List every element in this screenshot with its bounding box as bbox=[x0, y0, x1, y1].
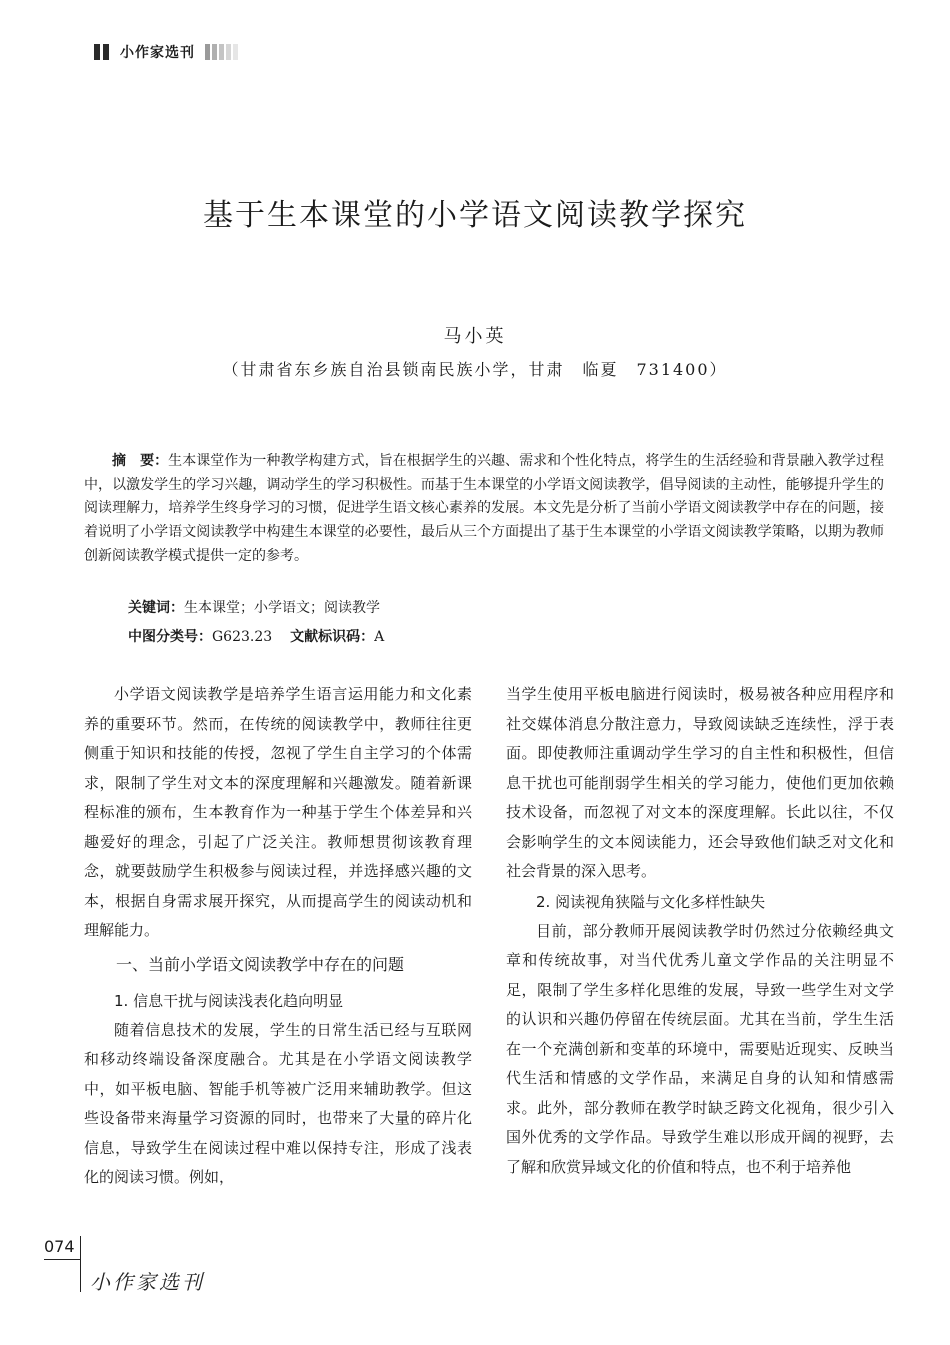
body-paragraph: 随着信息技术的发展，学生的日常生活已经与互联网和移动终端设备深度融合。尤其是在小学语文阅读教学中，如平板电脑、智能手机等被广泛用来辅助教学。但这些设备带来海量学习资源的同时，也带来了大量的碎片化信息，导致学生在阅读过程中难以保持专注，形成了浅表化的阅读习惯。例如， bbox=[84, 1020, 472, 1186]
abstract-label: 摘 要： bbox=[112, 453, 169, 469]
running-header bbox=[94, 42, 240, 62]
header-bar-icon bbox=[103, 44, 109, 60]
keywords-label: 关键词： bbox=[128, 600, 184, 616]
author-affiliation: （甘肃省东乡族自治县锁南民族小学，甘肃 临夏 731400） bbox=[222, 360, 728, 379]
journal-name: 小作家选刊 bbox=[120, 45, 195, 61]
keywords bbox=[128, 597, 888, 619]
clc-value: G623.23 bbox=[212, 629, 273, 645]
header-bar-icon bbox=[94, 44, 100, 60]
journal-logo: 小作家选刊 bbox=[90, 1270, 205, 1294]
body-paragraph: 目前，部分教师开展阅读教学时仍然过分依赖经典文章和传统故事，对当代优秀儿童文学作品的关注明显不足，限制了学生多样化思维的发展，导致一些学生对文学的认识和兴趣仍停留在传统层面。尤其在当前，学生生活在一个充满创新和变革的环境中，需要贴近现实、反映当代生活和情感的文学作品，来满足自身的认知和情感需求。此外，部分教师在教学时缺乏跨文化视角，很少引入国外优秀的文学作品。导致学生难以形成开阔的视野，去了解和欣赏异域文化的价值和特点，也不利于培养他 bbox=[506, 921, 894, 1176]
clc-label: 中图分类号： bbox=[128, 629, 212, 645]
doc-code-label: 文献标识码： bbox=[290, 629, 375, 645]
abstract-text: 生本课堂作为一种教学构建方式，旨在根据学生的兴趣、需求和个性化特点，将学生的生活经验和背景融入教学过程中，以激发学生的学习兴趣，调动学生的学习积极性。而基于生本课堂的小学语文阅读教学，倡导阅读的主动性，能够提升学生的阅读理解力，培养学生终身学习的习惯，促进学生语文核心素养的发展。本文先是分析了当前小学语文阅读教学中存在的问题，接着说明了小学语文阅读教学中构建生本课堂的必要性，最后从三个方面提出了基于生本课堂的小学语文阅读教学策略，以期为教师创新阅读教学模式提供一定的参考。 bbox=[84, 453, 885, 564]
footer-divider bbox=[44, 1259, 80, 1260]
doc-code-value: A bbox=[374, 629, 385, 645]
intro-paragraph: 小学语文阅读教学是培养学生语言运用能力和文化素养的重要环节。然而，在传统的阅读教学中，教师往往更侧重于知识和技能的传授，忽视了学生自主学习的个体需求，限制了学生对文本的深度理解和兴趣激发。随着新课程标准的颁布，生本教育作为一种基于学生个体差异和兴趣爱好的理念，引起了广泛关注。教师想贯彻该教育理念，就要鼓励学生积极参与阅读过程，并选择感兴趣的文本，根据自身需求展开探究，从而提高学生的阅读动机和理解能力。 bbox=[84, 685, 472, 939]
paper-title: 基于生本课堂的小学语文阅读教学探究 bbox=[203, 198, 747, 233]
body-paragraph: 当学生使用平板电脑进行阅读时，极易被各种应用程序和社交媒体消息分散注意力，导致阅读缺乏连续性，浮于表面。即使教师注重调动学生学习的自主性和积极性，但信息干扰也可能削弱学生相关的学习能力，使他们更加依赖技术设备，而忽视了对文本的深度理解。长此以往，不仅会影响学生的文本阅读能力，还会导致他们缺乏对文化和社会背景的深入思考。 bbox=[506, 685, 894, 880]
header-fade-bars-icon bbox=[205, 44, 240, 60]
subsection-heading: 1. 信息干扰与阅读浅表化趋向明显 bbox=[114, 991, 344, 1010]
abstract bbox=[84, 450, 884, 569]
author-name: 马小英 bbox=[443, 326, 507, 347]
classification bbox=[128, 626, 888, 648]
page-number: 074 bbox=[44, 1237, 75, 1256]
footer-divider bbox=[80, 1236, 81, 1292]
body-column-left bbox=[84, 680, 472, 1193]
section-heading: 一、当前小学语文阅读教学中存在的问题 bbox=[116, 954, 405, 974]
subsection-heading: 2. 阅读视角狭隘与文化多样性缺失 bbox=[536, 892, 766, 911]
keywords-value: 生本课堂；小学语文；阅读教学 bbox=[184, 600, 380, 616]
body-column-right bbox=[506, 680, 894, 1182]
